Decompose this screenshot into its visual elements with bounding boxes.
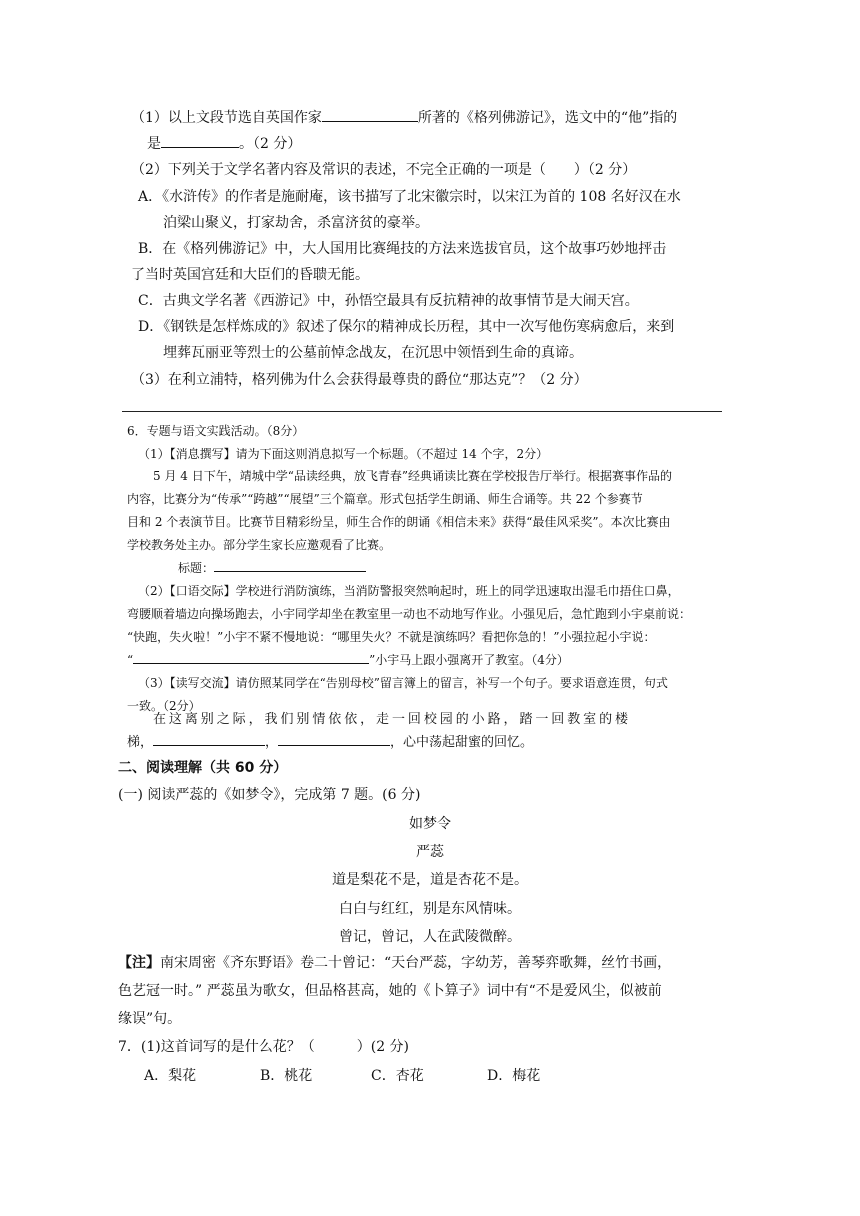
q5-option-a-line2: 泊梁山聚义，打家劫舍，杀富济贫的豪举。	[163, 215, 429, 231]
fill-text-a: 梯，	[127, 735, 154, 750]
note-line-3: 缘误”句。	[118, 1011, 182, 1027]
q6-part3-line2: 一致。（2分）	[127, 699, 201, 713]
q5-sub1-text-b: 所著的《格列佛游记》，选文中的“他”指的	[417, 110, 678, 126]
q7-option-c[interactable]: C．杏花	[371, 1068, 424, 1084]
note-tag: 【注】	[118, 955, 160, 971]
q6-part1-news-line1: 5 月 4 日下午，靖城中学“品读经典，放飞青春”经典诵读比赛在学校报告厅举行。根据赛事作品的	[153, 469, 672, 483]
q5-sub1-line2	[147, 137, 301, 151]
q6-part1-heading: （1）【消息撰写】请为下面这则消息拟写一个标题。（不超过 14 个字，2分）	[138, 447, 549, 461]
section2-heading: 二、阅读理解（共 60 分）	[118, 760, 288, 776]
q6-part1-news-line2: 内容，比赛分为“传承”“跨越”“展望”三个篇章。形式包括学生朗诵、师生合诵等。共 22 个参赛节	[127, 492, 643, 506]
q7-option-a[interactable]: A．梨花	[144, 1068, 197, 1084]
q6-part1-news-line4: 学校教务处主办。部分学生家长应邀观看了比赛。	[127, 538, 392, 552]
poem-line-2: 白白与红红，别是东风情味。	[339, 901, 521, 917]
q5-option-b-line2: 了当时英国宫廷和大臣们的昏聩无能。	[131, 267, 369, 283]
q6-part2-line2: 弯腰顺着墙边向操场跑去，小宇同学却坐在教室里一动也不动地写作业。小强见后，急忙跑到小宇桌前说：	[127, 607, 692, 621]
q5-sub1-text-c: 是	[147, 136, 161, 152]
q5-option-a-line1: A．《水浒传》的作者是施耐庵，该书描写了北宋徽宗时，以宋江为首的 108 名好汉在水	[138, 189, 681, 205]
q6-part3-line1: （3）【读写交流】请仿照某同学在“告别母校”留言簿上的留言，补写一个句子。要求语意连贯，句式	[138, 676, 668, 690]
q5-option-c: C．古典文学名著《西游记》中，孙悟空最具有反抗精神的故事情节是大闹天宫。	[138, 293, 639, 309]
quote-close-text: ”小宇马上跟小强离开了教室。（4分）	[369, 653, 569, 667]
q5-sub3-question: （3）在利立浦特，格列佛为什么会获得最尊贵的爵位“那达克”？（2 分）	[131, 372, 588, 388]
q6-title: 6．专题与语文实践活动。（8分）	[127, 424, 305, 438]
he-answer-blank[interactable]	[161, 146, 239, 148]
q6-part1-news-line3: 目和 2 个表演节目。比赛节目精彩纷呈，师生合作的朗诵《相信未来》获得“最佳风采奖”。本次比赛由	[127, 515, 671, 529]
q5-option-b-line1: B．在《格列佛游记》中，大人国用比赛绳技的方法来选拔官员，这个故事巧妙地抨击	[138, 241, 667, 257]
headline-row	[178, 562, 366, 574]
q6-part2-line3: “快跑，失火啦！”小宇不紧不慢地说：“哪里失火？不就是演练吗？看把你急的！”小强拉起小宇说：	[127, 630, 656, 644]
q6-part3-fill-line	[127, 736, 533, 749]
q7-question: 7．(1)这首词写的是什么花？（ ）(2 分)	[118, 1039, 410, 1055]
quote-open: “	[127, 653, 134, 667]
poem-author: 严蕊	[416, 844, 444, 860]
q5-sub1-line1	[131, 111, 677, 125]
fill-text-c: ，心中荡起甜蜜的回忆。	[390, 735, 534, 750]
q6-part2-line1: （2）【口语交际】学校进行消防演练，当消防警报突然响起时，班上的同学迅速取出湿毛巾捂住口鼻，	[138, 584, 680, 598]
note-line-2: 色艺冠一时。” 严蕊虽为歌女，但品格甚高，她的《卜算子》词中有“不是爱风尘，似被前	[118, 983, 662, 999]
imitation-blank-2[interactable]	[278, 744, 390, 746]
headline-answer-blank[interactable]	[214, 570, 366, 572]
q5-sub1-text-d: 。（2 分）	[239, 136, 302, 152]
q7-option-d[interactable]: D．梅花	[487, 1068, 541, 1084]
q5-option-d-line2: 埋葬瓦丽亚等烈士的公墓前悼念战友，在沉思中领悟到生命的真谛。	[163, 345, 583, 361]
dialogue-answer-blank[interactable]	[133, 662, 369, 664]
part1-instruction: (一) 阅读严蕊的《如梦令》，完成第 7 题。(6 分)	[118, 787, 421, 803]
section-divider	[122, 411, 722, 412]
q5-sub2-question: （2）下列关于文学名著内容及常识的表述，不完全正确的一项是（ ）（2 分）	[131, 162, 637, 178]
headline-label: 标题：	[178, 561, 215, 575]
q5-option-d-line1: D．《钢铁是怎样炼成的》叙述了保尔的精神成长历程，其中一次写他伤寒病愈后，来到	[138, 319, 675, 335]
q6-part3-model-line: 在 这 离 别 之 际 ， 我 们 别 情 依 依 ， 走 一 回 校 园 的 小 路 ， 踏 一 回 教 室 的 楼	[153, 712, 628, 727]
q7-option-b[interactable]: B．桃花	[260, 1068, 313, 1084]
q5-sub1-text-a: （1）以上文段节选自英国作家	[131, 110, 322, 126]
q6-part2-line4	[127, 654, 569, 666]
note-line-1	[118, 956, 671, 970]
author-answer-blank[interactable]	[322, 120, 418, 122]
poem-line-1: 道是梨花不是，道是杏花不是。	[332, 872, 528, 888]
fill-text-b: ，	[265, 735, 279, 750]
note-text-1: 南宋周密《齐东野语》卷二十曾记：“天台严蕊，字幼芳，善琴弈歌舞，丝竹书画，	[160, 955, 672, 971]
imitation-blank-1[interactable]	[153, 744, 265, 746]
poem-line-3: 曾记，曾记，人在武陵微醉。	[339, 929, 521, 945]
poem-title: 如梦令	[409, 816, 451, 832]
